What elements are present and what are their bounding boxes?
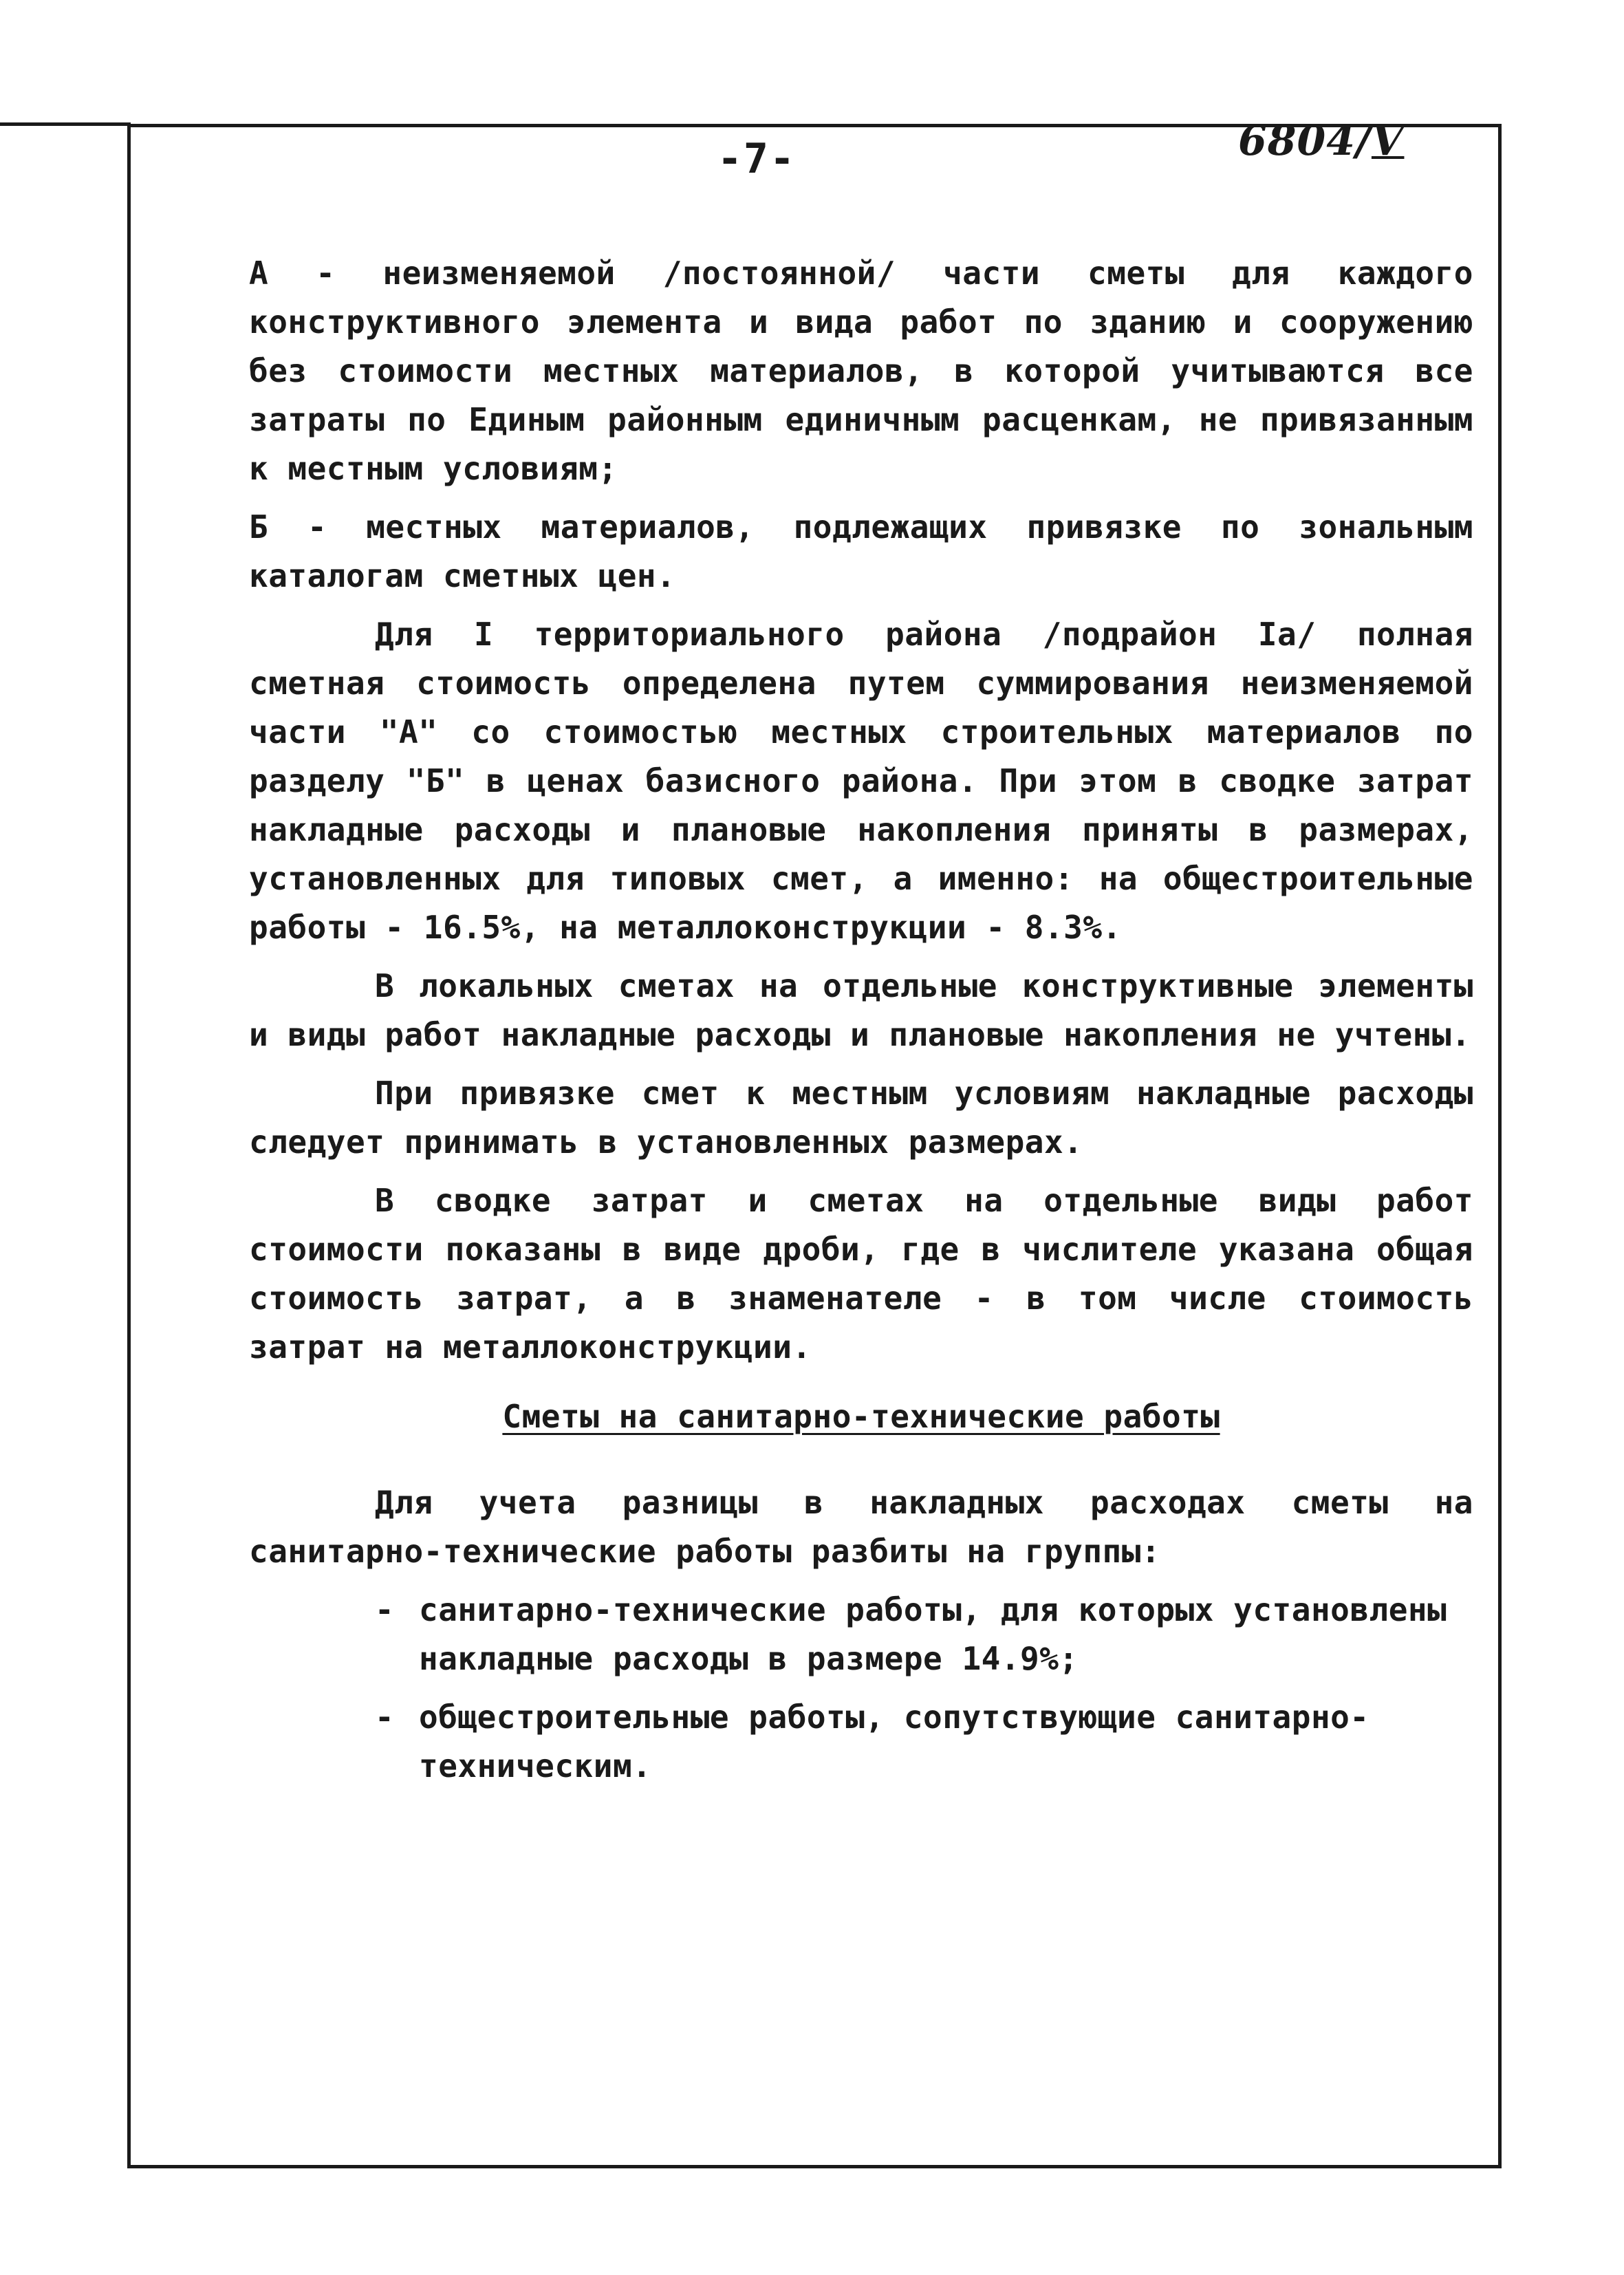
page-number: -7- [717,135,797,183]
frame-lead-line [0,122,131,126]
paragraph-groups-intro: Для учета разницы в накладных расходах сметы на санитарно-технические работы разбиты на группы: [249,1484,1473,1570]
list-item-text: общестроительные работы, сопутствующие санитарно-техническим. [419,1699,1369,1785]
paragraph-part-a: А - неизменяемой /постоянной/ части сметы для каждого конструктивного элемента и вида работ по зданию и сооружению без стоимости местных материалов, в которой учитываются все затраты по Единым районным единичным расценкам, не привязанным к местным условиям; [249,255,1473,487]
list-item [375,1693,1473,1791]
paragraph-part-b: Б - местных материалов, подлежащих привязке по зональным каталогам сметных цен. [249,508,1473,594]
paragraph-local-conditions: При привязке смет к местным условиям накладные расходы следует принимать в установленных размерах. [249,1075,1473,1161]
paragraph-fractions: В сводке затрат и сметах на отдельные виды работ стоимости показаны в виде дроби, где в числителе указана общая стоимость затрат, а в знаменателе - в том числе стоимость затрат на металлоконструкции. [249,1182,1473,1366]
document-code [1238,117,1404,165]
document-code-volume: V [1371,117,1405,165]
list-dash: - [375,1591,395,1628]
paragraph-territorial-district: Для I территориального района /подрайон Iа/ полная сметная стоимость определена путем суммирования неизменяемой части "А" со стоимостью местных строительных материалов по разделу "Б" в ценах базисного района. При этом в сводке затрат накладные расходы и плановые накопления приняты в размерах, установленных для типовых смет, а именно: на общестроительные работы - 16.5%, на металлоконструкции - 8.3%. [249,616,1473,946]
groups-list [249,1586,1473,1791]
list-item [375,1586,1473,1683]
section-heading: Сметы на санитарно-технические работы [502,1398,1220,1435]
list-dash: - [375,1699,395,1736]
list-item-text: санитарно-технические работы, для которых установлены накладные расходы в размере 14.9%; [419,1591,1447,1677]
document-body [249,249,1473,1800]
document-code-number: 6804/ [1238,117,1372,165]
paragraph-local-estimates: В локальных сметах на отдельные конструктивные элементы и виды работ накладные расходы и плановые накопления не учтены. [249,967,1473,1053]
